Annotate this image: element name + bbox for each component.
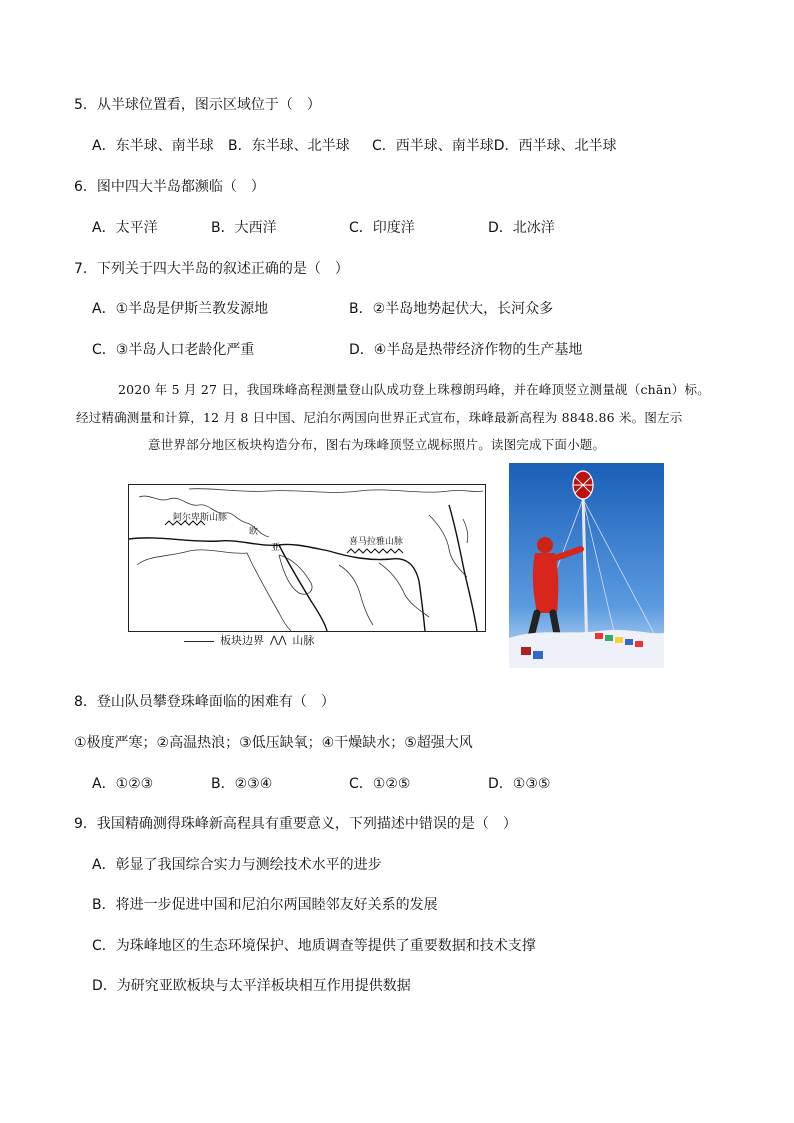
question-8-option-b: B．②③④ <box>211 776 273 792</box>
map-legend <box>184 634 314 648</box>
label-plate-char: 亚 <box>271 543 281 553</box>
question-6-stem: 6．图中四大半岛都濒临（ ） <box>74 179 265 195</box>
question-5-option-b: B．东半球、北半球 <box>228 138 350 154</box>
passage-line-1: 2020 年 5 月 27 日，我国珠峰高程测量登山队成功登上珠穆朗玛峰，并在峰顶竖立测量觇（chān）标。 <box>118 382 710 397</box>
coastline-se-asia <box>379 563 429 617</box>
question-8-stem: 8．登山队员攀登珠峰面临的困难有（ ） <box>74 694 335 710</box>
question-7-option-b: B．②半岛地势起伏大，长河众多 <box>349 301 554 317</box>
plate-boundary-pacific <box>449 505 477 631</box>
question-8-option-c: C．①②⑤ <box>349 776 411 792</box>
passage-line-3: 意世界部分地区板块构造分布，图右为珠峰顶竖立觇标照片。读图完成下面小题。 <box>148 437 606 452</box>
passage-line-2: 经过精确测量和计算，12 月 8 日中国、尼泊尔两国向世界正式宣布，珠峰最新高程为 8848.86 米。图左示 <box>76 410 683 425</box>
coastline-india <box>339 565 373 625</box>
coastline-africa <box>137 550 291 631</box>
coastline-japan <box>463 519 468 543</box>
label-eurasia: 欧 <box>249 527 259 537</box>
question-7-option-c: C．③半岛人口老龄化严重 <box>92 342 255 358</box>
mountain-himalaya <box>347 549 403 553</box>
question-5-stem: 5．从半球位置看，图示区域位于（ ） <box>74 97 321 113</box>
question-9-option-c: C．为珠峰地区的生态环境保护、地质调查等提供了重要数据和技术支撑 <box>92 938 536 954</box>
question-9-stem: 9．我国精确测得珠峰新高程具有重要意义，下列描述中错误的是（ ） <box>74 816 517 832</box>
plate-boundary-indian <box>329 551 425 631</box>
label-alps: 阿尔卑斯山脉 <box>173 513 228 523</box>
legend-boundary-line <box>184 641 214 642</box>
question-6-option-d: D．北冰洋 <box>488 220 555 236</box>
question-6-option-a: A．太平洋 <box>92 220 158 236</box>
coastline-east-asia <box>429 515 467 577</box>
photo-drawing <box>509 463 664 668</box>
everest-summit-photo <box>509 463 664 668</box>
question-8-option-d: D．①③⑤ <box>488 776 551 792</box>
question-9-option-b: B．将进一步促进中国和尼泊尔两国睦邻友好关系的发展 <box>92 897 438 913</box>
question-7-option-a: A．①半岛是伊斯兰教发源地 <box>92 301 269 317</box>
plate-tectonics-map <box>128 484 486 632</box>
question-5-option-c-d: C．西半球、南半球D．西半球、北半球 <box>372 138 617 154</box>
legend-mountain-icon: ⋀⋀ <box>270 635 287 646</box>
question-9-option-d: D．为研究亚欧板块与太平洋板块相互作用提供数据 <box>92 978 411 994</box>
legend-boundary-label: 板块边界 <box>220 634 264 647</box>
question-6-option-b: B．大西洋 <box>211 220 277 236</box>
coastline-north <box>189 489 483 493</box>
question-7-option-d: D．④半岛是热带经济作物的生产基地 <box>349 342 583 358</box>
question-5-option-a: A．东半球、南半球 <box>92 138 214 154</box>
map-drawing <box>129 485 485 631</box>
legend-mountain-label: 山脉 <box>292 634 315 647</box>
question-8-option-a: A．①②③ <box>92 776 154 792</box>
question-6-option-c: C．印度洋 <box>349 220 415 236</box>
plate-boundary-eurasian-african <box>129 538 329 551</box>
label-himalaya: 喜马拉雅山脉 <box>349 537 404 547</box>
question-9-option-a: A．彰显了我国综合实力与测绘技术水平的进步 <box>92 857 382 873</box>
question-7-stem: 7．下列关于四大半岛的叙述正确的是（ ） <box>74 261 349 277</box>
plate-boundary-red-sea <box>279 545 327 631</box>
question-8-choices: ①极度严寒；②高温热浪；③低压缺氧；④干燥缺水；⑤超强大风 <box>74 735 473 751</box>
